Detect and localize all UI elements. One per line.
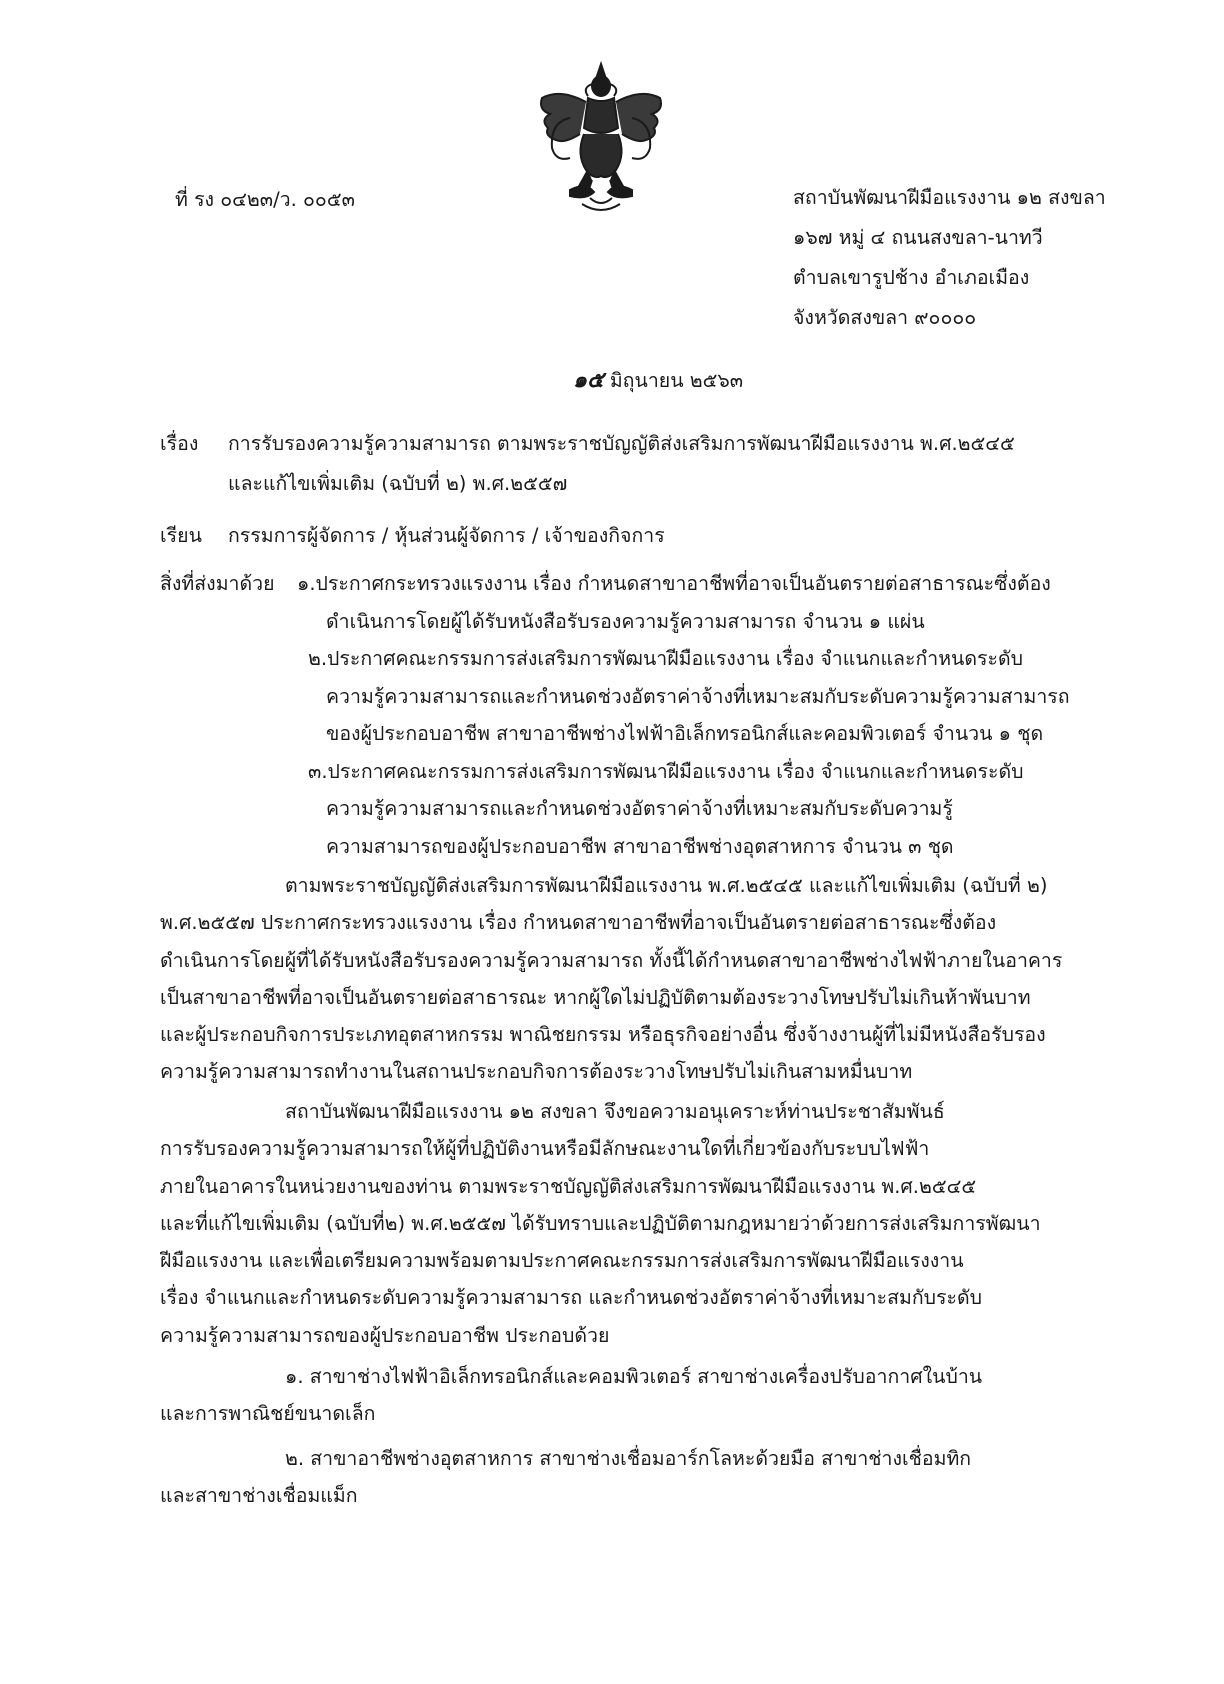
enclosure-item-continued: ดำเนินการโดยผู้ได้รับหนังสือรับรองความรู้ความสามารถ จำนวน ๑ แผ่น [326,609,925,633]
address-line: ๑๖๗ หมู่ ๔ ถนนสงขลา-นาทวี [793,226,1043,249]
enclosures-block [160,565,1090,865]
enclosure-item: ๓.ประกาศคณะกรรมการส่งเสริมการพัฒนาฝีมือแรงงาน เรื่อง จำแนกและกำหนดระดับ [308,759,1024,783]
address-line: ตำบลเขารูปช้าง อำเภอเมือง [793,266,1030,289]
body-list-item-1 [160,1358,1085,1433]
paragraph-line: พ.ศ.๒๕๕๗ ประกาศกระทรวงแรงงาน เรื่อง กำหนดสาขาอาชีพที่อาจเป็นอันตรายต่อสาธารณะซึ่งต้อง [160,911,997,935]
subject-line: และแก้ไขเพิ่มเติม (ฉบับที่ ๒) พ.ศ.๒๕๕๗ [228,472,568,495]
paragraph-line: เรื่อง จำแนกและกำหนดระดับความรู้ความสามารถ และกำหนดช่วงอัตราค่าจ้างที่เหมาะสมกับระดับ [160,1286,983,1310]
paragraph-line: ดำเนินการโดยผู้ที่ได้รับหนังสือรับรองความรู้ความสามารถ ทั้งนี้ได้กำหนดสาขาอาชีพช่างไฟฟ้าภายในอาคาร [160,948,1063,972]
letter-date [573,366,743,395]
paragraph-line: การรับรองความรู้ความสามารถให้ผู้ที่ปฏิบัติงานหรือมีลักษณะงานใดที่เกี่ยวข้องกับระบบไฟฟ้า [160,1137,930,1161]
body-paragraph-1 [160,867,1085,1091]
paragraph-line: เป็นสาขาอาชีพที่อาจเป็นอันตรายต่อสาธารณะ หากผู้ใดไม่ปฏิบัติตามต้องระวางโทษปรับไม่เกินห้าพันบาท [160,985,1031,1009]
list-item-line: ๒. สาขาอาชีพช่างอุตสาหการ สาขาช่างเชื่อมอาร์กโลหะด้วยมือ สาขาช่างเชื่อมทิก [285,1447,972,1470]
enclosures-label: สิ่งที่ส่งมาด้วย [160,572,275,595]
enclosure-item-continued: ความสามารถของผู้ประกอบอาชีพ สาขาอาชีพช่างอุตสาหการ จำนวน ๓ ชุด [326,834,954,858]
enclosure-item-continued: ความรู้ความสามารถและกำหนดช่วงอัตราค่าจ้างที่เหมาะสมกับระดับความรู้ [326,797,953,820]
salutation-recipient: กรรมการผู้จัดการ / หุ้นส่วนผู้จัดการ / เจ้าของกิจการ [228,524,665,547]
agency-name: สถาบันพัฒนาฝีมือแรงงาน ๑๒ สงขลา [793,186,1106,209]
paragraph-line: สถาบันพัฒนาฝีมือแรงงาน ๑๒ สงขลา จึงขอความอนุเคราะห์ท่านประชาสัมพันธ์ [285,1100,945,1123]
document-number-value: รง ๐๔๒๓/ว. ๐๐๕๓ [194,188,355,211]
paragraph-line: และผู้ประกอบกิจการประเภทอุตสาหกรรม พาณิชยกรรม หรือธุรกิจอย่างอื่น ซึ่งจ้างงานผู้ที่ไม่มีหนังสือรับรอง [160,1023,1046,1047]
subject-line: การรับรองความรู้ความสามารถ ตามพระราชบัญญัติส่งเสริมการพัฒนาฝีมือแรงงาน พ.ศ.๒๕๔๕ [228,432,1015,455]
paragraph-line: ความรู้ความสามารถของผู้ประกอบอาชีพ ประกอบด้วย [160,1323,610,1347]
body-list-item-2 [160,1440,1085,1515]
paragraph-line: ความรู้ความสามารถทำงานในสถานประกอบกิจการต้องระวางโทษปรับไม่เกินสามหมื่นบาท [160,1060,913,1084]
paragraph-line: ภายในอาคารในหน่วยงานของท่าน ตามพระราชบัญญัติส่งเสริมการพัฒนาฝีมือแรงงาน พ.ศ.๒๕๔๕ [160,1174,977,1198]
date-month-year: มิถุนายน ๒๕๖๓ [609,369,744,392]
address-line: จังหวัดสงขลา ๙๐๐๐๐ [793,306,977,329]
document-number-label: ที่ [175,188,188,211]
enclosure-item-continued: ความรู้ความสามารถและกำหนดช่วงอัตราค่าจ้างที่เหมาะสมกับระดับความรู้ความสามารถ [326,684,1070,708]
agency-address-block [793,178,1106,338]
enclosure-item: ๒.ประกาศคณะกรรมการส่งเสริมการพัฒนาฝีมือแรงงาน เรื่อง จำแนกและกำหนดระดับ [308,647,1024,670]
subject-label: เรื่อง [160,432,199,455]
salutation-label: เรียน [160,524,202,547]
enclosure-item: ๑.ประกาศกระทรวงแรงงาน เรื่อง กำหนดสาขาอาชีพที่อาจเป็นอันตรายต่อสาธารณะซึ่งต้อง [296,572,1051,595]
list-item-line: และสาขาช่างเชื่อมแม็ก [160,1484,358,1508]
body-paragraph-2 [160,1093,1085,1354]
document-number [175,186,355,214]
list-item-line: ๑. สาขาช่างไฟฟ้าอิเล็กทรอนิกส์และคอมพิวเตอร์ สาขาช่างเครื่องปรับอากาศในบ้าน [285,1365,983,1388]
date-day: ๑๕ [573,367,604,393]
garuda-emblem-icon [530,58,672,218]
paragraph-line: และที่แก้ไขเพิ่มเติม (ฉบับที่๒) พ.ศ.๒๕๕๗ ได้รับทราบและปฏิบัติตามกฎหมายว่าด้วยการส่งเสริมการพัฒนา [160,1211,1041,1235]
enclosure-item-continued: ของผู้ประกอบอาชีพ สาขาอาชีพช่างไฟฟ้าอิเล็กทรอนิกส์และคอมพิวเตอร์ จำนวน ๑ ชุด [326,722,1044,745]
paragraph-line: ตามพระราชบัญญัติส่งเสริมการพัฒนาฝีมือแรงงาน พ.ศ.๒๕๔๕ และแก้ไขเพิ่มเติม (ฉบับที่ ๒) [285,874,1048,897]
list-item-line: และการพาณิชย์ขนาดเล็ก [160,1402,376,1426]
paragraph-line: ฝีมือแรงงาน และเพื่อเตรียมความพร้อมตามประกาศคณะกรรมการส่งเสริมการพัฒนาฝีมือแรงงาน [160,1249,964,1273]
